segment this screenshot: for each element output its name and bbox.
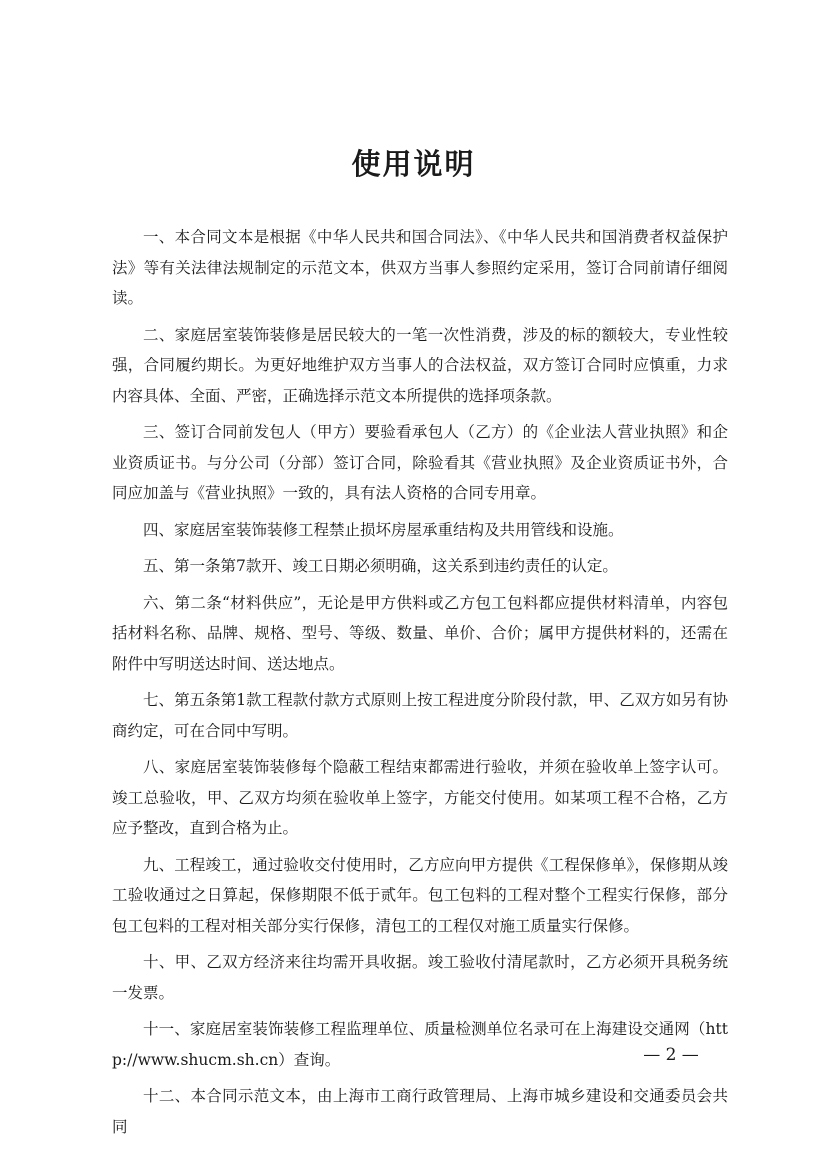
page-title: 使用说明	[351, 147, 476, 181]
paragraph-6: 六、第二条“材料供应”，无论是甲方供料或乙方包工包料都应提供材料清单，内容包括材料名称、品牌、规格、型号、等级、数量、单价、合价；属甲方提供材料的，还需在附件中写明送达时间、送达地点。	[112, 593, 728, 673]
paragraph-9: 九、工程竣工，通过验收交付使用时，乙方应向甲方提供《工程保修单》，保修期从竣工验收通过之日算起，保修期限不低于贰年。包工包料的工程对整个工程实行保修，部分包工包料的工程对相关部分实行保修，清包工的工程仅对施工质量实行保修。	[112, 855, 728, 935]
paragraph-8: 八、家庭居室装饰装修每个隐蔽工程结束都需进行验收，并须在验收单上签字认可。竣工总验收，甲、乙双方均须在验收单上签字，方能交付使用。如某项工程不合格，乙方应予整改，直到合格为止。	[112, 758, 728, 837]
page-number: — 2 —	[643, 1045, 699, 1065]
paragraph-4: 四、家庭居室装饰装修工程禁止损坏房屋承重结构及共用管线和设施。	[143, 520, 624, 539]
document-body	[112, 222, 728, 1148]
paragraph-3: 三、签订合同前发包人（甲方）要验看承包人（乙方）的《企业法人营业执照》和企业资质证书。与分公司（分部）签订合同，除验看其《营业执照》及企业资质证书外，合同应加盖与《营业执照》一致的，具有法人资格的合同专用章。	[112, 423, 728, 502]
paragraph-1: 一、本合同文本是根据《中华人民共和国合同法》、《中华人民共和国消费者权益保护法》等有关法律法规制定的示范文本，供双方当事人参照约定采用，签订合同前请仔细阅读。	[112, 228, 728, 307]
paragraph-12: 十二、本合同示范文本，由上海市工商行政管理局、上海市城乡建设和交通委员会共同	[112, 1087, 728, 1136]
paragraph-2: 二、家庭居室装饰装修是居民较大的一笔一次性消费，涉及的标的额较大，专业性较强，合同履约期长。为更好地维护双方当事人的合法权益，双方签订合同时应慎重，力求内容具体、全面、严密，正确选择示范文本所提供的选择项条款。	[112, 325, 728, 405]
paragraph-5: 五、第一条第7款开、竣工日期必须明确，这关系到违约责任的认定。	[143, 557, 618, 575]
paragraph-10: 十、甲、乙双方经济来往均需开具收据。竣工验收付清尾款时，乙方必须开具税务统一发票。	[112, 953, 728, 1002]
paragraph-11: 十一、家庭居室装饰装修工程监理单位、质量检测单位名录可在上海建设交通网（http://www.shucm.sh.cn）查询。	[112, 1020, 728, 1069]
paragraph-7: 七、第五条第1款工程款付款方式原则上按工程进度分阶段付款，甲、乙双方如另有协商约定，可在合同中写明。	[112, 691, 728, 740]
